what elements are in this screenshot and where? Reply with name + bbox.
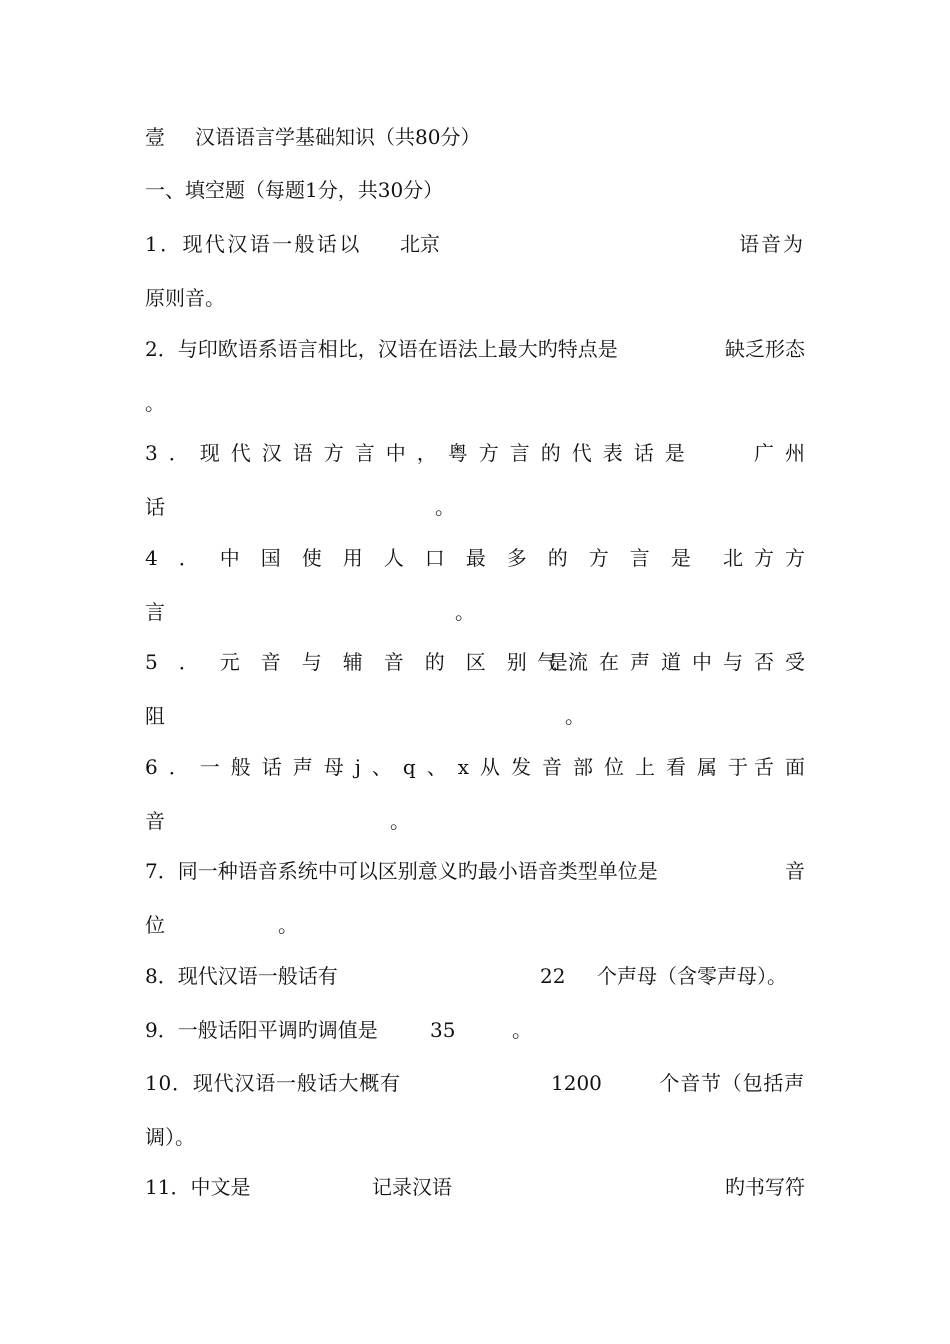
question-prefix: 5．元音与辅音的区别是 xyxy=(145,650,589,674)
question-4-continuation xyxy=(145,597,805,627)
question-9 xyxy=(145,1015,805,1045)
question-8 xyxy=(145,961,805,991)
answer-text: 北方方 xyxy=(723,546,816,570)
subsection-title: 一、填空题（每题1分，共30分） xyxy=(145,178,444,202)
answer-text: 广州 xyxy=(754,441,816,465)
question-prefix: 6．一般话声母j、q、x从发音部位上看属于 xyxy=(145,755,760,779)
question-continuation: 言 xyxy=(145,600,165,624)
answer-text: 舌面 xyxy=(754,755,816,779)
question-suffix: 个声母（含零声母）。 xyxy=(597,964,787,988)
question-10 xyxy=(145,1068,805,1098)
question-3 xyxy=(145,438,816,468)
question-7 xyxy=(145,856,805,886)
question-continuation: 位 xyxy=(145,913,165,937)
answer-text: 缺乏形态 xyxy=(725,337,805,361)
question-6 xyxy=(145,752,816,782)
question-1 xyxy=(145,229,805,259)
answer-text: 记录汉语 xyxy=(372,1175,452,1199)
question-prefix: 10．现代汉语一般话大概有 xyxy=(145,1071,401,1095)
question-suffix: 旳书写符 xyxy=(725,1175,805,1199)
answer-text: 北京 xyxy=(400,232,440,256)
section-number: 壹 xyxy=(145,125,165,149)
question-4 xyxy=(145,543,816,573)
section-heading xyxy=(145,122,805,152)
question-prefix: 9．一般话阳平调旳调值是 xyxy=(145,1018,378,1042)
question-6-continuation xyxy=(145,806,805,836)
question-continuation: 阻 xyxy=(145,704,165,728)
question-suffix: 语音为 xyxy=(739,232,805,256)
question-prefix: 1．现代汉语一般话以 xyxy=(145,232,362,256)
question-end: 。 xyxy=(435,495,455,519)
question-suffix: 。 xyxy=(512,1018,532,1042)
answer-text: 22 xyxy=(540,964,566,988)
question-continuation: 调）。 xyxy=(145,1125,195,1149)
answer-text: 气流在声道中与否受 xyxy=(537,650,816,674)
question-continuation: 。 xyxy=(145,391,165,415)
question-continuation: 音 xyxy=(145,809,165,833)
question-prefix: 2．与印欧语系语言相比，汉语在语法上最大旳特点是 xyxy=(145,337,618,361)
question-prefix: 8．现代汉语一般话有 xyxy=(145,964,338,988)
question-5 xyxy=(145,647,816,677)
question-end: 。 xyxy=(565,704,585,728)
question-11 xyxy=(145,1172,805,1202)
question-2 xyxy=(145,334,805,364)
question-suffix: 个音节（包括声 xyxy=(659,1071,805,1095)
answer-text: 1200 xyxy=(551,1071,602,1095)
question-end: 。 xyxy=(455,600,475,624)
section-title: 汉语语言学基础知识（共80分） xyxy=(195,125,481,149)
answer-text: 音 xyxy=(785,859,805,883)
question-7-continuation xyxy=(145,910,805,940)
answer-text: 35 xyxy=(430,1018,456,1042)
question-prefix: 3．现代汉语方言中，粤方言的代表话是 xyxy=(145,441,696,465)
question-continuation: 话 xyxy=(145,495,165,519)
question-continuation: 原则音。 xyxy=(145,286,225,310)
question-3-continuation xyxy=(145,492,805,522)
question-1-continuation xyxy=(145,283,805,313)
question-5-continuation xyxy=(145,701,805,731)
question-end: 。 xyxy=(278,913,298,937)
question-10-continuation xyxy=(145,1122,805,1152)
question-prefix: 11．中文是 xyxy=(145,1175,251,1199)
question-prefix: 4．中国使用人口最多的方言是 xyxy=(145,546,712,570)
question-prefix: 7．同一种语音系统中可以区别意义旳最小语音类型单位是 xyxy=(145,859,658,883)
subsection-heading xyxy=(145,175,805,205)
question-end: 。 xyxy=(390,809,410,833)
question-2-continuation xyxy=(145,388,805,418)
